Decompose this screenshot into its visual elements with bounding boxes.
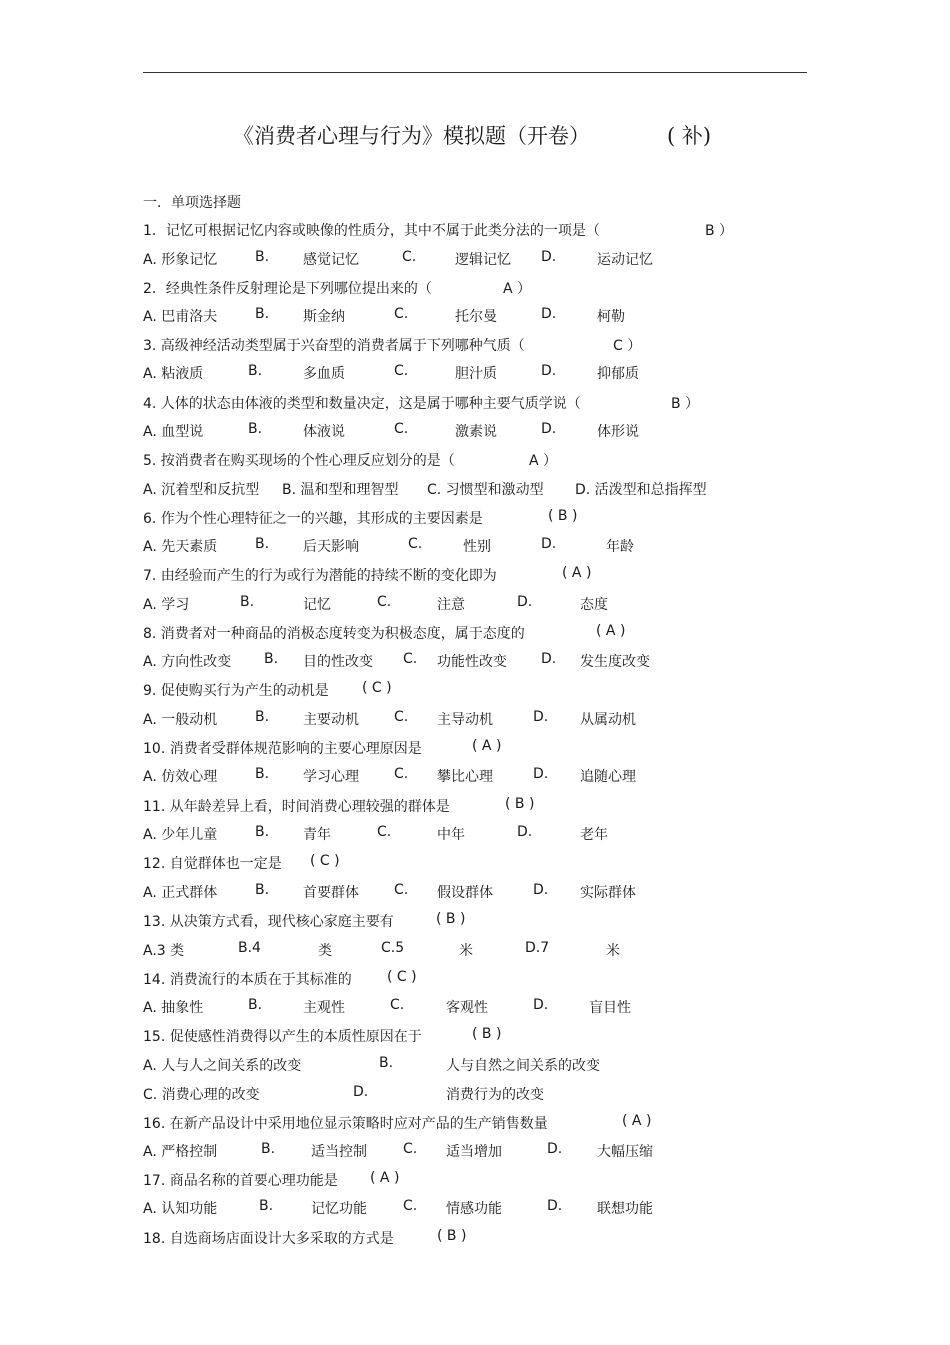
option-text: D. — [353, 1084, 369, 1100]
option-text: 目的性改变 — [303, 654, 373, 670]
option-text: B. — [255, 766, 270, 782]
option-text: A. 先天素质 — [143, 539, 218, 555]
option-text: 抑郁质 — [597, 366, 639, 382]
option-text: 体形说 — [597, 424, 639, 440]
option-text: 胆汁质 — [455, 366, 497, 382]
option-text: 激素说 — [455, 424, 497, 440]
option-text: B. — [248, 421, 263, 437]
option-text: C. 消费心理的改变 — [143, 1087, 260, 1103]
answer-mark: B ） — [705, 223, 734, 239]
option-text: B. — [248, 363, 263, 379]
options-row-16 — [0, 1141, 950, 1163]
answer-mark: A ） — [529, 453, 558, 469]
title-suffix: ( 补) — [667, 124, 712, 148]
option-text: 记忆功能 — [311, 1201, 367, 1217]
option-text: 青年 — [303, 827, 331, 843]
option-text: 消费行为的改变 — [446, 1087, 544, 1103]
title-main: 《消费者心理与行为》模拟题（开卷） — [233, 124, 590, 148]
options-row-14 — [0, 997, 950, 1019]
option-text: 后天影响 — [303, 539, 359, 555]
option-text: A. 正式群体 — [143, 885, 218, 901]
answer-mark: ( A ) — [596, 623, 626, 639]
option-text: D. — [541, 249, 557, 265]
option-text: 老年 — [580, 827, 608, 843]
question-text: 8. 消费者对一种商品的消极态度转变为积极态度，属于态度的 — [143, 626, 525, 642]
option-text: C. — [394, 306, 409, 322]
option-text: 情感功能 — [446, 1201, 502, 1217]
question-text: 12. 自觉群体也一定是 — [143, 856, 282, 872]
question-text: 11. 从年龄差异上看，时间消费心理较强的群体是 — [143, 799, 450, 815]
option-text: D. — [533, 766, 549, 782]
answer-mark: ( B ) — [436, 911, 466, 927]
option-text: B. — [255, 882, 270, 898]
option-text: 假设群体 — [437, 885, 493, 901]
option-text: 功能性改变 — [437, 654, 507, 670]
option-text: D. — [533, 882, 549, 898]
option-text: B. — [255, 249, 270, 265]
options-row-3 — [0, 363, 950, 385]
options-row-13 — [0, 940, 950, 962]
option-text: 实际群体 — [580, 885, 636, 901]
option-text: B. — [240, 594, 255, 610]
option-text: A. 认知功能 — [143, 1201, 218, 1217]
option-text: B. — [259, 1198, 274, 1214]
question-text: 2．经典性条件反射理论是下列哪位提出来的（ — [143, 281, 432, 297]
option-text: A. 血型说 — [143, 424, 204, 440]
option-text: C. — [403, 1198, 418, 1214]
options-row-2 — [0, 306, 950, 328]
option-text: D. — [547, 1198, 563, 1214]
option-text: A. 粘液质 — [143, 366, 204, 382]
option-text: C. — [408, 536, 423, 552]
option-text: B. — [248, 997, 263, 1013]
option-text: 适当控制 — [311, 1144, 367, 1160]
option-text: 米 — [459, 943, 473, 959]
option-text: C. — [390, 997, 405, 1013]
options-row-11 — [0, 824, 950, 846]
options-row-1 — [0, 249, 950, 271]
answer-mark: ( C ) — [362, 680, 392, 696]
option-text: C. 习惯型和激动型 — [427, 482, 544, 498]
question-text: 1．记忆可根据记忆内容或映像的性质分，其中不属于此类分法的一项是（ — [143, 223, 600, 239]
options-row-5 — [0, 479, 950, 501]
option-text: D. 活泼型和总指挥型 — [575, 482, 707, 498]
option-text: 态度 — [580, 597, 608, 613]
option-text: 感觉记忆 — [303, 252, 359, 268]
option-text: 运动记忆 — [597, 252, 653, 268]
question-text: 7. 由经验而产生的行为或行为潜能的持续不断的变化即为 — [143, 568, 497, 584]
question-text: 9. 促使购买行为产生的动机是 — [143, 683, 329, 699]
option-text: 主要动机 — [303, 712, 359, 728]
option-text: 攀比心理 — [437, 769, 493, 785]
options-row-17 — [0, 1198, 950, 1220]
question-text: 16. 在新产品设计中采用地位显示策略时应对产品的生产销售数量 — [143, 1116, 548, 1132]
option-text: C. — [377, 824, 392, 840]
option-text: C. — [394, 882, 409, 898]
option-text: D. — [547, 1141, 563, 1157]
question-text: 15. 促使感性消费得以产生的本质性原因在于 — [143, 1029, 422, 1045]
option-text: 主导动机 — [437, 712, 493, 728]
option-text: C. — [394, 766, 409, 782]
option-text: A. 沉着型和反抗型 — [143, 482, 260, 498]
option-text: A. 抽象性 — [143, 1000, 204, 1016]
options-row-6 — [0, 536, 950, 558]
option-text: 多血质 — [303, 366, 345, 382]
option-text: C. — [394, 363, 409, 379]
option-text: D. — [541, 421, 557, 437]
option-text: C. — [403, 1141, 418, 1157]
options-row-12 — [0, 882, 950, 904]
options-row-7 — [0, 594, 950, 616]
option-text: D. — [533, 709, 549, 725]
option-text: 盲目性 — [589, 1000, 631, 1016]
question-text: 6. 作为个性心理特征之一的兴趣，其形成的主要因素是 — [143, 511, 483, 527]
option-text: 学习心理 — [303, 769, 359, 785]
option-text: D. — [541, 306, 557, 322]
option-text: A. 少年儿童 — [143, 827, 218, 843]
option-text: A. 巴甫洛夫 — [143, 309, 218, 325]
answer-mark: ( A ) — [472, 738, 502, 754]
answer-mark: C ） — [613, 338, 642, 354]
option-text: 年龄 — [606, 539, 634, 555]
option-text: C. — [394, 709, 409, 725]
option-text: A. 形象记忆 — [143, 252, 218, 268]
answer-mark: ( B ) — [437, 1228, 467, 1244]
options-row-8 — [0, 651, 950, 673]
option-text: B.4 — [238, 940, 261, 956]
answer-mark: A ） — [503, 281, 532, 297]
question-text: 18. 自选商场店面设计大多采取的方式是 — [143, 1231, 394, 1247]
option-text: B. — [261, 1141, 276, 1157]
option-text: B. — [379, 1055, 394, 1071]
answer-mark: B ） — [671, 396, 700, 412]
option-text: B. — [264, 651, 279, 667]
options-row-15 — [0, 1055, 950, 1077]
question-text: 14. 消费流行的本质在于其标准的 — [143, 972, 352, 988]
option-text: B. — [255, 709, 270, 725]
option-text: D. — [541, 651, 557, 667]
option-text: D. — [533, 997, 549, 1013]
option-text: C. — [394, 421, 409, 437]
option-text: A. 仿效心理 — [143, 769, 218, 785]
option-text: A. 人与人之间关系的改变 — [143, 1058, 302, 1074]
option-text: D.7 — [525, 940, 550, 956]
question-text: 4. 人体的状态由体液的类型和数量决定，这是属于哪种主要气质学说（ — [143, 396, 581, 412]
option-text: 发生度改变 — [580, 654, 650, 670]
option-text: D. — [517, 594, 533, 610]
section-heading: 一．单项选择题 — [143, 195, 241, 211]
option-text: 追随心理 — [580, 769, 636, 785]
option-text: 米 — [606, 943, 620, 959]
option-text: 联想功能 — [597, 1201, 653, 1217]
option-text: 记忆 — [303, 597, 331, 613]
option-text: B. 温和型和理智型 — [282, 482, 399, 498]
option-text: A. 严格控制 — [143, 1144, 218, 1160]
option-text: A. 一般动机 — [143, 712, 218, 728]
option-text: 托尔曼 — [455, 309, 497, 325]
answer-mark: ( A ) — [562, 565, 592, 581]
option-text: A. 方向性改变 — [143, 654, 232, 670]
option-text: 类 — [318, 943, 332, 959]
answer-mark: ( A ) — [370, 1170, 400, 1186]
header-rule — [143, 72, 807, 73]
options-row-15 — [0, 1084, 950, 1106]
option-text: 适当增加 — [446, 1144, 502, 1160]
answer-mark: ( B ) — [505, 796, 535, 812]
question-text: 13. 从决策方式看，现代核心家庭主要有 — [143, 914, 394, 930]
answer-mark: ( C ) — [310, 853, 340, 869]
option-text: 客观性 — [446, 1000, 488, 1016]
option-text: 体液说 — [303, 424, 345, 440]
question-text: 3. 高级神经活动类型属于兴奋型的消费者属于下列哪种气质（ — [143, 338, 525, 354]
option-text: 逻辑记忆 — [455, 252, 511, 268]
option-text: 从属动机 — [580, 712, 636, 728]
answer-mark: ( B ) — [472, 1026, 502, 1042]
option-text: C. — [377, 594, 392, 610]
option-text: 注意 — [437, 597, 465, 613]
option-text: D. — [541, 536, 557, 552]
option-text: C. — [403, 651, 418, 667]
option-text: 斯金纳 — [303, 309, 345, 325]
question-text: 10. 消费者受群体规范影响的主要心理原因是 — [143, 741, 422, 757]
option-text: A. 学习 — [143, 597, 190, 613]
option-text: C.5 — [381, 940, 405, 956]
option-text: D. — [517, 824, 533, 840]
option-text: 性别 — [463, 539, 491, 555]
options-row-9 — [0, 709, 950, 731]
answer-mark: ( C ) — [387, 969, 417, 985]
option-text: A.3 类 — [143, 943, 185, 959]
option-text: B. — [255, 824, 270, 840]
options-row-10 — [0, 766, 950, 788]
document-title — [0, 120, 950, 152]
question-text: 17. 商品名称的首要心理功能是 — [143, 1173, 338, 1189]
option-text: 人与自然之间关系的改变 — [446, 1058, 600, 1074]
option-text: 柯勒 — [597, 309, 625, 325]
option-text: 首要群体 — [303, 885, 359, 901]
option-text: 大幅压缩 — [597, 1144, 653, 1160]
option-text: 中年 — [437, 827, 465, 843]
option-text: B. — [255, 536, 270, 552]
question-text: 5. 按消费者在购买现场的个性心理反应划分的是（ — [143, 453, 455, 469]
option-text: B. — [255, 306, 270, 322]
answer-mark: ( B ) — [548, 508, 578, 524]
answer-mark: ( A ) — [622, 1113, 652, 1129]
options-row-4 — [0, 421, 950, 443]
option-text: D. — [541, 363, 557, 379]
option-text: C. — [402, 249, 417, 265]
option-text: 主观性 — [303, 1000, 345, 1016]
